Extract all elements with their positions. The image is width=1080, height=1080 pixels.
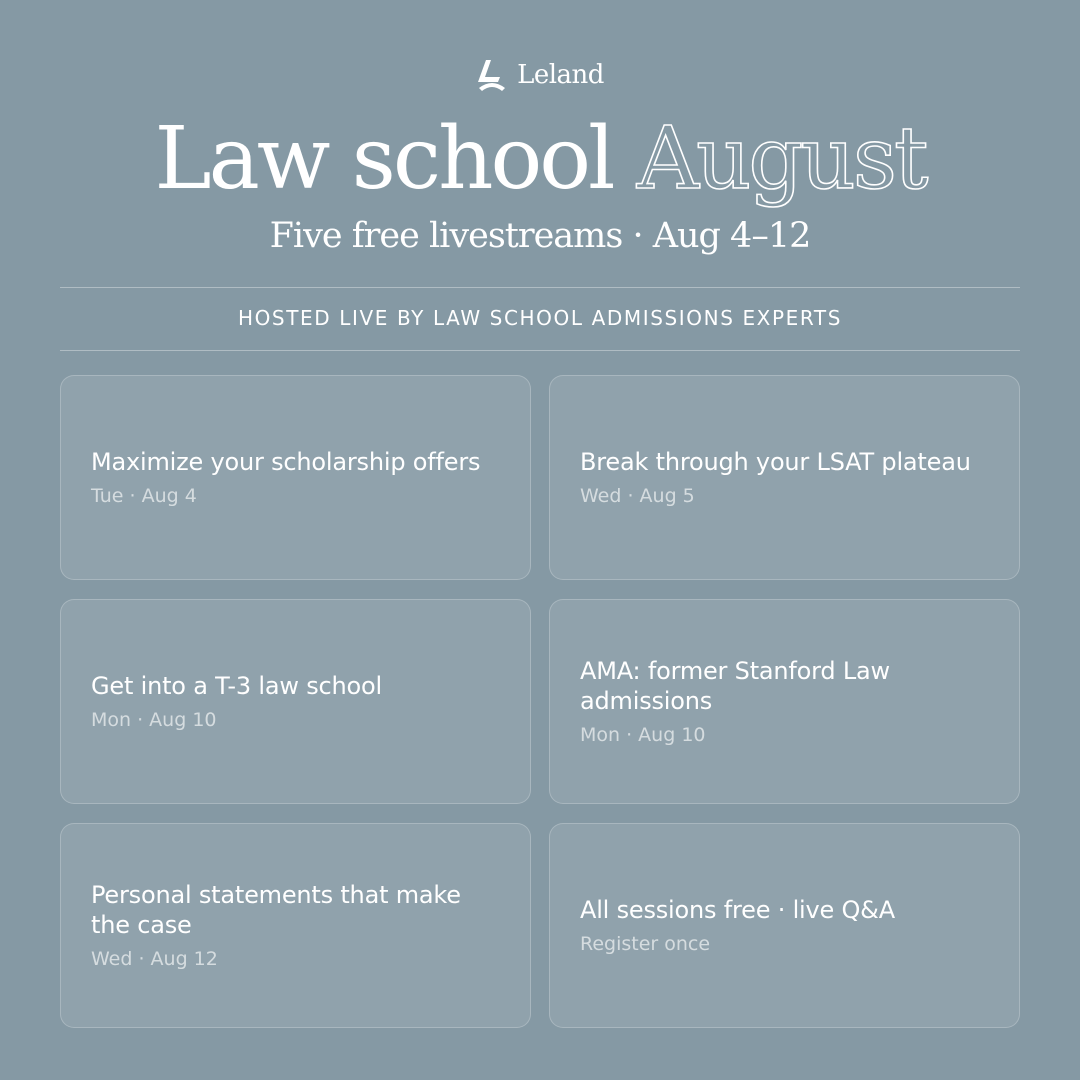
session-grid: [60, 375, 1020, 1028]
session-card-register[interactable]: [549, 823, 1020, 1028]
hosted-label: HOSTED LIVE BY LAW SCHOOL ADMISSIONS EXPERTS: [237, 306, 843, 330]
session-card-t3[interactable]: [60, 599, 531, 804]
session-card-lsat[interactable]: [549, 375, 1020, 580]
divider-bottom: [60, 350, 1020, 351]
session-date: Mon · Aug 10: [91, 709, 217, 731]
session-card-scholarship[interactable]: [60, 375, 531, 580]
register-note: Register once: [580, 933, 711, 955]
session-date: Mon · Aug 10: [580, 724, 706, 746]
session-title: Break through your LSAT plateau: [580, 448, 971, 476]
leland-logo-icon: [476, 58, 508, 92]
session-date: Wed · Aug 5: [580, 485, 695, 507]
page-title: [0, 104, 1080, 214]
page-title-solid: Law school: [154, 109, 613, 209]
session-card-ama[interactable]: [549, 599, 1020, 804]
session-title: AMA: former Stanford Law admissions: [580, 657, 890, 715]
session-card-personal-statements[interactable]: [60, 823, 531, 1028]
session-title: Personal statements that make the case: [91, 881, 461, 939]
page-title-outline: August: [636, 109, 926, 209]
session-title: Get into a T-3 law school: [91, 672, 382, 700]
divider-top: [60, 287, 1020, 288]
register-title: All sessions free · live Q&A: [580, 896, 895, 924]
session-date: Tue · Aug 4: [91, 485, 197, 507]
brand-header: [0, 58, 1080, 92]
page-subtitle: Five free livestreams · Aug 4–12: [269, 216, 811, 256]
session-title: Maximize your scholarship offers: [91, 448, 481, 476]
brand-name: Leland: [517, 60, 604, 90]
session-date: Wed · Aug 12: [91, 948, 218, 970]
